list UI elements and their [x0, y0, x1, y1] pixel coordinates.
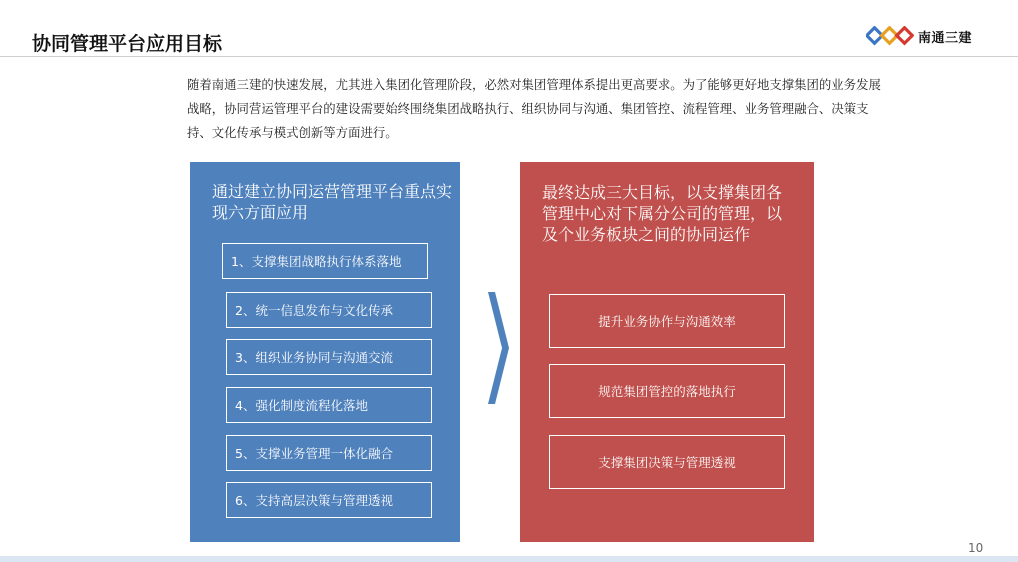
chevron-right-icon [488, 292, 510, 404]
three-ring-logo-icon [866, 26, 914, 46]
application-item-4: 4、强化制度流程化落地 [226, 387, 432, 423]
page-number: 10 [968, 541, 984, 555]
logo-text: 南通三建 [918, 30, 973, 46]
application-item-5: 5、支撑业务管理一体化融合 [226, 435, 432, 471]
title-divider [0, 56, 1018, 57]
application-item-1: 1、支撑集团战略执行体系落地 [222, 243, 428, 279]
footer-bar [0, 556, 1018, 562]
goal-item-3: 支撑集团决策与管理透视 [549, 435, 785, 489]
application-item-2: 2、统一信息发布与文化传承 [226, 292, 432, 328]
goal-item-1: 提升业务协作与沟通效率 [549, 294, 785, 348]
company-logo [866, 26, 972, 46]
goals-heading: 最终达成三大目标，以支撑集团各管理中心对下属分公司的管理，以及个业务板块之间的协同运作 [542, 183, 783, 244]
goal-item-2: 规范集团管控的落地执行 [549, 364, 785, 418]
application-item-6: 6、支持高层决策与管理透视 [226, 482, 432, 518]
goals-panel [520, 162, 814, 542]
application-item-3: 3、组织业务协同与沟通交流 [226, 339, 432, 375]
page-title: 协同管理平台应用目标 [32, 33, 223, 55]
intro-paragraph: 随着南通三建的快速发展，尤其进入集团化管理阶段，必然对集团管理体系提出更高要求。为了能够更好地支撑集团的业务发展战略，协同营运管理平台的建设需要始终围绕集团战略执行、组织协同与沟通、集团管控、流程管理、业务管理融合、决策支持、文化传承与模式创新等方面进行。 [187, 77, 881, 140]
applications-panel [190, 162, 460, 542]
applications-heading: 通过建立协同运营管理平台重点实现六方面应用 [212, 182, 453, 222]
